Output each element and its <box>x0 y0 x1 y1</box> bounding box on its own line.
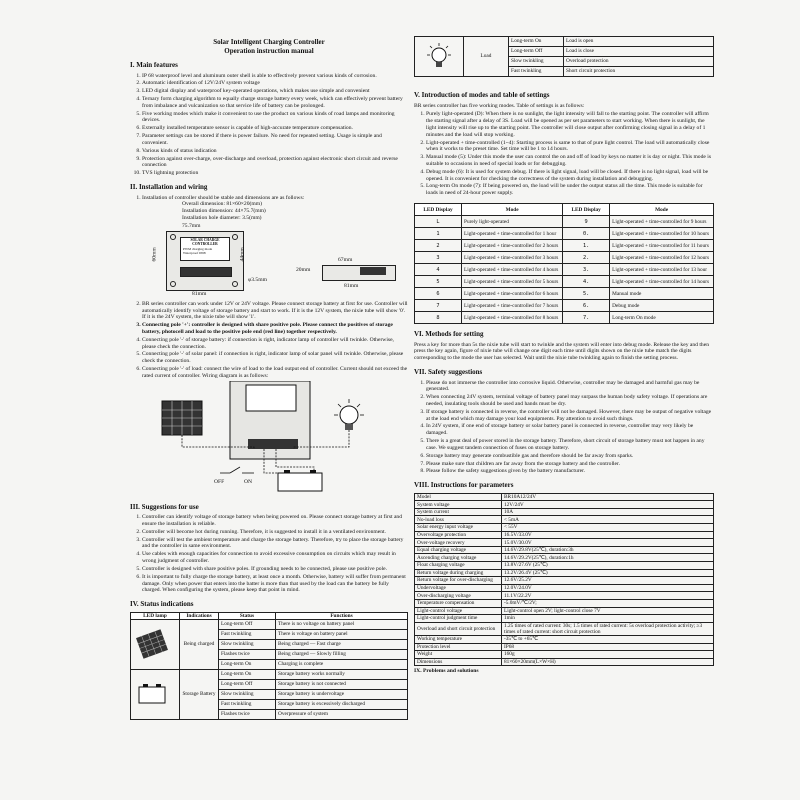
list-item: 4. In 24V system, if one end of storage battery or solar battery panel is connected in reverse, controller may very likely be damaged. <box>426 423 714 437</box>
param-value: 12.6V/25.2V <box>502 577 714 585</box>
table-cell: Long-term Off <box>509 47 564 57</box>
table-row <box>415 600 714 608</box>
modes-heading: V. Introduction of modes and table of settings <box>414 91 550 99</box>
left-column <box>130 38 408 720</box>
param-value: BR10A12/24V <box>502 493 714 501</box>
table-row <box>415 539 714 547</box>
list-item: 4. Debug mode (6): It is used for system debug. If there is light signal, load will be closed. If there is no light signal, load will be opened. It is convenient for checking the correctness of the system during installation and debugging. <box>426 169 714 183</box>
list-item: 8. Please follow the safety suggestions given by the battery manufacturer. <box>426 468 714 475</box>
table-cell: Long-term On <box>219 669 276 679</box>
modes-list <box>414 111 714 197</box>
list-item: 1. Controller can identify voltage of storage battery when being powered on. Please connect storage battery at first and ensure the installation is reliable. <box>142 514 408 528</box>
dimension-line: Installation dimension: 44×75.7(mm) <box>182 208 266 215</box>
table-cell: Light-operated + time-controlled for 11 hours <box>610 240 714 252</box>
table-cell: Light-operated + time-controlled for 14 hours <box>610 276 714 288</box>
table-cell: Light-operated + time-controlled for 2 hours <box>462 240 563 252</box>
led-display-table <box>414 203 714 324</box>
installation-heading: II. Installation and wiring <box>130 182 208 191</box>
table-cell: Purely light-operated <box>462 216 563 228</box>
param-value: 10A <box>502 508 714 516</box>
table-cell: Slow twinkling <box>509 57 564 67</box>
table-row <box>415 508 714 516</box>
table-cell: Long-term On mode <box>610 312 714 324</box>
param-name: System current <box>415 508 502 516</box>
safety-list <box>414 380 714 476</box>
param-name: Overvoltage protection <box>415 531 502 539</box>
list-item: 1. Purely light-operated (D): When there is no sunlight, the light intensity will fall to the starting point. The controller will affirm the starting signal after a delay of 3S. Load will be opened as per set parameters to start working. When there is sunlight, the light intensity will rise up to the starting point. The controller will close output after confirming closing signal in a delay of 1 minutes and the load will stop working. <box>426 111 714 138</box>
led-glyph: 3. <box>563 264 610 276</box>
param-name: Light-control voltage <box>415 607 502 615</box>
side-view-drawing <box>296 257 406 297</box>
param-value: 81×60×20mm(L×W×H) <box>502 658 714 666</box>
table-cell: Storage battery works normally <box>276 669 408 679</box>
table-cell: Charging is complete <box>276 659 408 669</box>
table-row <box>415 622 714 635</box>
list-item: 7. Parameter settings can be stored if there is power failure. No need for repeated setting. Usage is simple and convenient. <box>142 133 408 147</box>
table-row <box>131 619 408 629</box>
param-value: < 55V <box>502 524 714 532</box>
battery-icon <box>133 681 171 707</box>
table-row <box>415 276 714 288</box>
table-cell: Being charged — Slowly filling <box>276 649 408 659</box>
table-cell: Slow twinkling <box>219 639 276 649</box>
installation-intro: Installation of controller should be stable and dimensions are as follows: <box>142 194 305 201</box>
list-item: 10. TVS lightning protection <box>142 170 408 177</box>
table-cell: Storage battery is undervoltage <box>276 689 408 699</box>
table-cell: Light-operated + time-controlled for 3 hours <box>462 252 563 264</box>
dimension-drawings <box>130 223 408 301</box>
table-cell: Load is open <box>564 37 714 47</box>
list-item: 2. Automatic identification of 12V/24V system voltage <box>142 80 408 87</box>
table-cell: Long-term Off <box>219 679 276 689</box>
table-cell: Light-operated + time-controlled for 8 hours <box>462 312 563 324</box>
status-table <box>130 612 408 720</box>
problems-heading: IX. Problems and solutions <box>414 668 479 675</box>
table-row <box>415 264 714 276</box>
param-value: 14.6V/29.8V(25℃), duration:3h <box>502 546 714 554</box>
table-cell: Short circuit protection <box>564 67 714 77</box>
suggestions-list <box>130 514 408 594</box>
front-view-drawing <box>151 222 267 299</box>
list-item: 2. BR series controller can work under 12V or 24V voltage. Please connect storage battery at first for use. Controller will automatically identify voltage of storage battery and start to work. If it is the 12V system, the nixie tube will show '0'. If it is the 24V system, the nixie tube will show '1'. <box>142 301 408 321</box>
table-row <box>415 607 714 615</box>
list-item: 7. Please make sure that children are far away from the storage battery and the controller. <box>426 461 714 468</box>
param-name: Solar energy input voltage <box>415 524 502 532</box>
param-value: 13.2V/26.4V (25℃) <box>502 569 714 577</box>
battery-led-cell <box>131 669 180 719</box>
table-cell: Manual mode <box>610 288 714 300</box>
indication-cell: Load <box>464 37 509 77</box>
parameters-heading: VIII. Instructions for parameters <box>414 481 514 490</box>
table-cell: Fast twinkling <box>219 629 276 639</box>
dim-label-20: 20mm <box>296 266 311 273</box>
column-header: LED Display <box>415 204 462 216</box>
list-item: 6. Connecting pole '-' of load: connect the wire of load to the load output end of controller. Current should not exceed the rated current of controller. Wiring diagram is as follows: <box>142 366 408 380</box>
led-glyph: L <box>415 216 462 228</box>
param-value: IP68 <box>502 643 714 651</box>
param-name: Dimensions <box>415 658 502 666</box>
list-item: 1. IP 68 waterproof level and aluminum outer shell is able to effectively prevent various kinds of corrosion. <box>142 73 408 80</box>
table-row <box>415 493 714 501</box>
led-glyph: 3 <box>415 252 462 264</box>
param-value: Light-control open 2V; light-control close 7V <box>502 607 714 615</box>
param-value: 1min <box>502 615 714 623</box>
dim-label-67: 67mm <box>338 256 353 263</box>
param-value: 15.0V/30.0V <box>502 539 714 547</box>
column-header: Status <box>219 612 276 619</box>
led-glyph: 6 <box>415 288 462 300</box>
param-value: 12V/24V <box>502 501 714 509</box>
list-item: 3. Controller will test the ambient temperature and charge the storage battery. Therefore, try to place the storage battery and the controller in same environment. <box>142 537 408 551</box>
param-name: Float charging voltage <box>415 562 502 570</box>
column-header: Indications <box>180 612 219 619</box>
mount-hole-icon <box>170 281 176 287</box>
switch-icon <box>220 467 254 473</box>
list-item: 4. Ternary form charging algorithm to equally charge storage battery every week, which can effectively prevent battery from imbalance and vulcanization so that service life of battery can be prolonged. <box>142 96 408 110</box>
table-cell: Fast twinkling <box>509 67 564 77</box>
table-cell: Flashes twice <box>219 709 276 719</box>
solar-panel-icon <box>162 401 202 435</box>
terminal-block <box>180 267 232 277</box>
list-item: 3. If storage battery is connected in reverse, the controller will not be damaged. However, there may be output of negative voltage at the load end which may damage your load equipments. Pay attention to avoid such things. <box>426 409 714 423</box>
param-value: 13.8V/27.6V (25℃) <box>502 562 714 570</box>
table-cell: Long-term On <box>219 659 276 669</box>
installation-list <box>130 301 408 380</box>
dim-label-81: 81mm <box>192 290 207 297</box>
side-terminal <box>360 267 386 275</box>
led-glyph: 5 <box>415 276 462 288</box>
main-features-list <box>130 73 408 177</box>
list-item: 3. LED digital display and waterproof key-operated operations, which makes use simple and convenient <box>142 88 408 95</box>
table-row <box>415 216 714 228</box>
param-name: Over-discharging voltage <box>415 592 502 600</box>
param-value: 16.5V/33.0V <box>502 531 714 539</box>
led-glyph: 6. <box>563 300 610 312</box>
table-row <box>415 658 714 666</box>
column-header: Mode <box>610 204 714 216</box>
column-header: LED Display <box>563 204 610 216</box>
screen-line: PWM charging mode <box>183 246 213 251</box>
table-row <box>415 584 714 592</box>
document-subtitle: Operation instruction manual <box>224 46 314 55</box>
table-cell: Slow twinkling <box>219 689 276 699</box>
solar-led-cell <box>131 619 180 669</box>
dim-label-60: 60mm <box>151 247 158 262</box>
table-cell: There is voltage on battery panel <box>276 629 408 639</box>
param-value: < 5mA <box>502 516 714 524</box>
table-cell: Light-operated + time-controlled for 7 hours <box>462 300 563 312</box>
list-item: 1. Please do not immerse the controller into corrosive liquid. Otherwise, controller may be damaged and harmful gas may be generated. <box>426 380 714 394</box>
list-item: 5. Five working modes which make it convenient to use the product on various kinds of road lamps and monitoring devices. <box>142 111 408 125</box>
led-glyph: 1. <box>563 240 610 252</box>
table-cell: Storage battery is not connected <box>276 679 408 689</box>
list-item: 4. Connecting pole '-' of storage battery: if connection is right, indicator lamp of controller will twinkle. Otherwise, please check the connection. <box>142 337 408 351</box>
mount-hole-icon <box>232 234 238 240</box>
table-row <box>415 240 714 252</box>
table-row <box>415 524 714 532</box>
light-bulb-icon <box>426 42 452 72</box>
table-row <box>415 554 714 562</box>
list-item: 5. Controller is designed with share positive poles. If grounding needs to be connected, please use positive pole. <box>142 566 408 573</box>
table-row <box>415 37 714 47</box>
table-cell: Light-operated + time-controlled for 4 hours <box>462 264 563 276</box>
controller-screen <box>180 237 230 261</box>
list-item: 3. Manual mode (5): Under this mode the user can control the on and off of load by keys no matter it is day or night. This mode is suitable to occasions in need of special loads or for debugging. <box>426 154 714 168</box>
list-item: 6. Storage battery may generate combustible gas and therefore should be far away from sparks. <box>426 453 714 460</box>
led-glyph: 4 <box>415 264 462 276</box>
led-glyph: 2. <box>563 252 610 264</box>
dim-label-hole: φ3.5mm <box>248 276 267 283</box>
list-item: 5. Connecting pole '-' of solar panel: if connection is right, indicator lamp of solar panel will twinkle. Otherwise, please check the connection. <box>142 351 408 365</box>
table-row <box>131 669 408 679</box>
table-cell: Long-term On <box>509 37 564 47</box>
table-cell: Flashes twice <box>219 649 276 659</box>
param-name: No-load loss <box>415 516 502 524</box>
safety-heading: VII. Safety suggestions <box>414 368 483 377</box>
status-heading: IV. Status indications <box>130 600 194 609</box>
param-name: Equal charging voltage <box>415 546 502 554</box>
dimension-line: Installation hole diameter: 3.5(mm) <box>182 214 262 221</box>
table-row <box>415 288 714 300</box>
list-item: 8. Various kinds of status indication <box>142 148 408 155</box>
mount-hole-icon <box>232 281 238 287</box>
dim-label-44: 44mm <box>239 247 246 262</box>
param-name: Return voltage for over-discharging <box>415 577 502 585</box>
table-row <box>415 312 714 324</box>
right-column <box>414 36 714 675</box>
column-header: Mode <box>462 204 563 216</box>
table-row <box>415 635 714 643</box>
solar-panel-icon <box>133 627 171 661</box>
table-header-row <box>131 612 408 619</box>
table-row <box>415 562 714 570</box>
param-name: Temperature compensation <box>415 600 502 608</box>
screen-title: SOLAR CHARGE CONTROLLER <box>190 237 220 247</box>
table-row <box>415 651 714 659</box>
table-row <box>415 252 714 264</box>
table-cell: Overload protection <box>564 57 714 67</box>
param-name: Over-voltage recovery <box>415 539 502 547</box>
switch-off-label: OFF <box>214 478 225 485</box>
list-item: 2. Controller will become hot during running. Therefore, it is suggested to install it in a ventilated environment. <box>142 529 408 536</box>
battery-icon <box>278 470 322 491</box>
setting-heading: VI. Methods for setting <box>414 330 484 339</box>
load-led-cell <box>415 37 464 77</box>
dim-label-75-7: 75.7mm <box>182 222 201 229</box>
table-header-row <box>415 204 714 216</box>
param-name: Protection level <box>415 643 502 651</box>
param-value: 1.25 times of rated current: 30s; 1.5 times of rated current: 5s overload protection activity; ≥3 times of rated current: short circuit protection <box>502 622 714 635</box>
list-item <box>142 195 408 222</box>
table-cell: Light-operated + time-controlled for 6 hours <box>462 288 563 300</box>
table-cell: Load is close <box>564 47 714 57</box>
list-item: 9. Protection against over-charge, over-discharge and overload, protection against electronic short circuit and reverse connection <box>142 156 408 170</box>
param-value: -35℃ to +65℃ <box>502 635 714 643</box>
table-row <box>415 592 714 600</box>
led-glyph: 9 <box>563 216 610 228</box>
param-value: 160g <box>502 651 714 659</box>
load-status-table <box>414 36 714 77</box>
led-glyph: 1 <box>415 228 462 240</box>
suggestions-heading: III. Suggestions for use <box>130 502 199 511</box>
led-glyph: 2 <box>415 240 462 252</box>
list-item: 2. Light-operated + time-controlled (1~4): Starting process is same to that of pure light control. The load will automatically close when it works to the preset time. Set time will be 1 to 14 hours. <box>426 140 714 154</box>
list-item: 5. Long-term On mode (7): If being powered on, the load will be under the output status all the time. This mode is suitable for loads in need of 24-hour power supply. <box>426 183 714 197</box>
led-glyph: 7 <box>415 300 462 312</box>
table-row <box>415 643 714 651</box>
table-cell: Light-operated + time-controlled for 9 hours <box>610 216 714 228</box>
led-glyph: 0. <box>563 228 610 240</box>
table-cell: Fast twinkling <box>219 699 276 709</box>
table-cell: Being charged — Fast charge <box>276 639 408 649</box>
parameters-table <box>414 493 714 667</box>
indication-cell: Storage Battery <box>180 669 219 719</box>
light-bulb-icon <box>334 399 364 430</box>
installation-intro-list <box>130 195 408 222</box>
dimension-line: Overall dimension: 81×60×20(mm) <box>182 201 262 208</box>
column-header: LED lamp <box>131 612 180 619</box>
table-cell: Light-operated + time-controlled for 12 hours <box>610 252 714 264</box>
table-cell: Light-operated + time-controlled for 10 hours <box>610 228 714 240</box>
dim-label-81b: 81mm <box>344 282 359 289</box>
param-value: 11.1V/22.2V <box>502 592 714 600</box>
list-item: 2. When connecting 24V system, terminal voltage of battery panel may surpass the human body safety voltage. If operations are needed, insulating tools should be used and hands must be dry. <box>426 394 714 408</box>
table-row <box>415 569 714 577</box>
setting-text: Press a key for more than 5s the nixie tube will start to twinkle and the system will enter into debug mode. Release the key and then press the key again, figure of nixie tube will change one digit each time until digits shown on the nixie tube match the digits corresponding to the mode the user has selected. Wait until the nixie tube twinkling again to finish the setting process. <box>414 341 709 362</box>
param-name: Model <box>415 493 502 501</box>
table-cell: Overpressure of system <box>276 709 408 719</box>
wiring-diagram <box>130 381 408 497</box>
param-name: System voltage <box>415 501 502 509</box>
column-header: Functions <box>276 612 408 619</box>
mount-hole-icon <box>170 234 176 240</box>
param-value: 14.6V/29.2V(25℃), duration:1h <box>502 554 714 562</box>
led-glyph: 7. <box>563 312 610 324</box>
table-cell: Light-operated + time-controlled for 13 hour <box>610 264 714 276</box>
table-row <box>415 577 714 585</box>
table-cell: Light-operated + time-controlled for 5 hours <box>462 276 563 288</box>
param-value: -5.0mV/℃/2V; <box>502 600 714 608</box>
param-name: Return voltage during charging <box>415 569 502 577</box>
screen-line: Waterproof IP68 <box>183 250 206 255</box>
table-row <box>415 228 714 240</box>
param-name: Overload and short circuit protection <box>415 622 502 635</box>
table-cell: There is no voltage on battery panel <box>276 619 408 629</box>
table-row <box>415 615 714 623</box>
param-name: Light-control judgment time <box>415 615 502 623</box>
table-cell: Storage battery is excessively discharged <box>276 699 408 709</box>
param-name: Working temperature <box>415 635 502 643</box>
table-cell: Debug mode <box>610 300 714 312</box>
modes-intro: BR series controller has five working modes. Table of settings is as follows: <box>414 102 585 109</box>
table-row <box>415 546 714 554</box>
table-row <box>415 531 714 539</box>
indication-cell: Being charged <box>180 619 219 669</box>
list-item: 5. There is a great deal of power stored in the storage battery. Therefore, short circuit of storage battery must not happen in any case. We suggest tandem connection of fuses on storage battery. <box>426 438 714 452</box>
list-item: 4. Use cables with enough capacities for connection to avoid excessive consumption on circuits which may result in wrong judgment of controller. <box>142 551 408 565</box>
led-glyph: 5. <box>563 288 610 300</box>
table-cell: Long-term Off <box>219 619 276 629</box>
main-features-heading: I. Main features <box>130 61 178 70</box>
table-row <box>415 501 714 509</box>
led-glyph: 4. <box>563 276 610 288</box>
table-row <box>415 300 714 312</box>
document-title: Solar Intelligent Charging Controller <box>213 38 325 46</box>
wiring-svg <box>144 381 384 497</box>
param-value: 12.0V/24.0V <box>502 584 714 592</box>
table-row <box>415 516 714 524</box>
param-name: Ascending charging voltage <box>415 554 502 562</box>
param-name: Weight <box>415 651 502 659</box>
led-glyph: 8 <box>415 312 462 324</box>
switch-on-label: ON <box>244 478 253 485</box>
list-item: 6. It is important to fully charge the storage battery, at least once a month. Otherwise, battery will suffer from permanent damage. Only when power that enters into the batter is more than that used by the load can the battery be fully charged. When configuring the system, please keep that point in mind. <box>142 574 408 594</box>
list-item: 3. Connecting pole '+': controller is designed with share positive pole. Please connect the positives of storage battery, photocell and load to the positive pole end (red line) together respectively. <box>142 322 408 336</box>
param-name: Undervoltage <box>415 584 502 592</box>
list-item: 6. Externally installed temperature sensor is capable of high-accurate temperature compensation. <box>142 125 408 132</box>
table-cell: Light-operated + time-controlled for 1 hour <box>462 228 563 240</box>
